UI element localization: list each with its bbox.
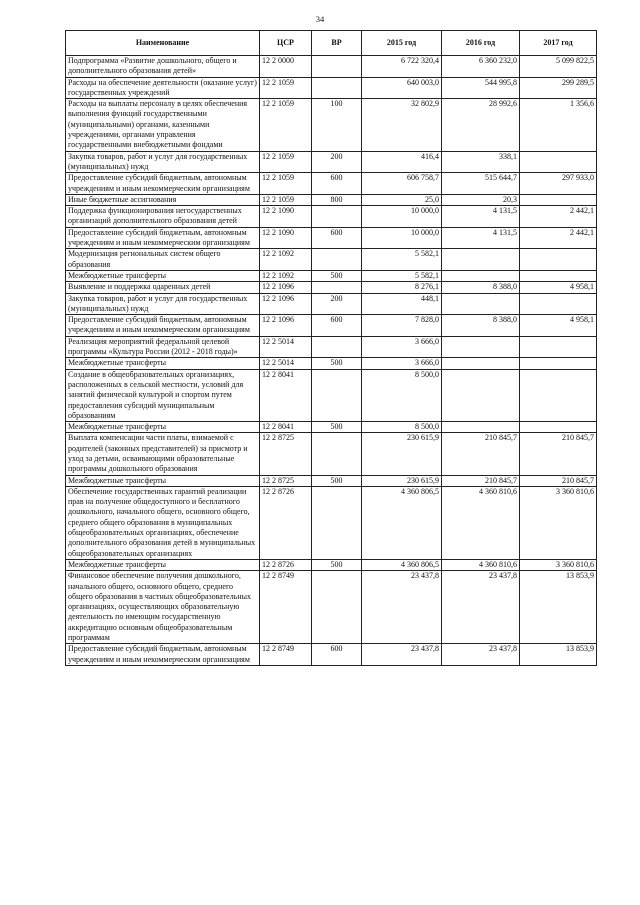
cell-2016: 6 360 232,0: [442, 56, 520, 78]
cell-name: Поддержка функционирования негосударственных организаций дополнительного образования детей: [66, 206, 260, 228]
cell-2017: [520, 249, 597, 271]
cell-name: Выявление и поддержка одаренных детей: [66, 282, 260, 293]
cell-csr: 12 2 1059: [260, 194, 312, 205]
cell-vr: 500: [312, 559, 362, 570]
cell-2015: 606 758,7: [362, 173, 442, 195]
cell-vr: 100: [312, 99, 362, 151]
cell-name: Предоставление субсидий бюджетным, автономным учреждениям и иным некоммерческим организациям: [66, 315, 260, 337]
cell-csr: 12 2 5014: [260, 336, 312, 358]
cell-csr: 12 2 8725: [260, 475, 312, 486]
cell-vr: [312, 369, 362, 421]
table-body: [66, 56, 597, 666]
cell-name: Предоставление субсидий бюджетным, автономным учреждениям и иным некоммерческим организациям: [66, 173, 260, 195]
cell-name: Модернизация региональных систем общего образования: [66, 249, 260, 271]
table-row: [66, 77, 597, 99]
cell-vr: [312, 433, 362, 475]
table-row: [66, 227, 597, 249]
cell-name: Закупка товаров, работ и услуг для государственных (муниципальных) нужд: [66, 151, 260, 173]
budget-table: [65, 30, 597, 666]
cell-2016: 4 131,5: [442, 227, 520, 249]
cell-2016: [442, 336, 520, 358]
cell-vr: [312, 206, 362, 228]
table-row: [66, 282, 597, 293]
cell-vr: [312, 249, 362, 271]
cell-csr: 12 2 1096: [260, 282, 312, 293]
table-row: [66, 422, 597, 433]
cell-csr: 12 2 1090: [260, 227, 312, 249]
cell-name: Расходы на обеспечение деятельности (оказание услуг) государственных учреждений: [66, 77, 260, 99]
cell-csr: 12 2 1096: [260, 315, 312, 337]
cell-2016: 338,1: [442, 151, 520, 173]
cell-2017: [520, 336, 597, 358]
cell-vr: 500: [312, 422, 362, 433]
cell-name: Создание в общеобразовательных организациях, расположенных в сельской местности, условий для занятий физической культурой и спортом путем предоставления субсидий муниципальным образованиям: [66, 369, 260, 421]
cell-csr: 12 2 0000: [260, 56, 312, 78]
cell-2015: 3 666,0: [362, 358, 442, 369]
cell-csr: 12 2 1059: [260, 77, 312, 99]
cell-2016: 544 995,8: [442, 77, 520, 99]
cell-2016: [442, 422, 520, 433]
cell-2015: 640 003,0: [362, 77, 442, 99]
table-row: [66, 173, 597, 195]
cell-2017: [520, 194, 597, 205]
cell-vr: [312, 486, 362, 559]
header-vr: ВР: [312, 31, 362, 56]
cell-2017: 13 853,9: [520, 644, 597, 666]
cell-2015: 230 615,9: [362, 433, 442, 475]
cell-2017: [520, 270, 597, 281]
cell-2016: 23 437,8: [442, 571, 520, 644]
cell-2016: 8 388,0: [442, 282, 520, 293]
cell-vr: 600: [312, 227, 362, 249]
table-row: [66, 206, 597, 228]
header-2015: 2015 год: [362, 31, 442, 56]
cell-vr: 200: [312, 151, 362, 173]
table-row: [66, 151, 597, 173]
cell-2017: 3 360 810,6: [520, 486, 597, 559]
cell-csr: 12 2 8749: [260, 644, 312, 666]
cell-vr: 600: [312, 173, 362, 195]
header-csr: ЦСР: [260, 31, 312, 56]
table-header-row: [66, 31, 597, 56]
cell-2017: 210 845,7: [520, 433, 597, 475]
cell-2017: 13 853,9: [520, 571, 597, 644]
cell-2017: 3 360 810,6: [520, 559, 597, 570]
cell-2016: 20,3: [442, 194, 520, 205]
cell-csr: 12 2 8726: [260, 559, 312, 570]
cell-2017: 2 442,1: [520, 206, 597, 228]
table-row: [66, 358, 597, 369]
cell-csr: 12 2 1090: [260, 206, 312, 228]
cell-2017: 2 442,1: [520, 227, 597, 249]
cell-2016: 28 992,6: [442, 99, 520, 151]
cell-csr: 12 2 1092: [260, 249, 312, 271]
cell-vr: [312, 56, 362, 78]
cell-2015: 3 666,0: [362, 336, 442, 358]
cell-vr: 500: [312, 270, 362, 281]
cell-2015: 6 722 320,4: [362, 56, 442, 78]
cell-2017: 210 845,7: [520, 475, 597, 486]
cell-csr: 12 2 1059: [260, 151, 312, 173]
cell-2015: 7 828,0: [362, 315, 442, 337]
cell-csr: 12 2 1096: [260, 293, 312, 315]
cell-vr: 500: [312, 358, 362, 369]
cell-2015: 5 582,1: [362, 249, 442, 271]
cell-2015: 23 437,8: [362, 571, 442, 644]
table-row: [66, 475, 597, 486]
table-row: [66, 270, 597, 281]
cell-vr: [312, 571, 362, 644]
cell-csr: 12 2 8725: [260, 433, 312, 475]
cell-2016: 23 437,8: [442, 644, 520, 666]
table-row: [66, 559, 597, 570]
cell-2015: 5 582,1: [362, 270, 442, 281]
cell-2015: 23 437,8: [362, 644, 442, 666]
cell-2017: 5 099 822,5: [520, 56, 597, 78]
cell-2016: 4 131,5: [442, 206, 520, 228]
table-row: [66, 249, 597, 271]
cell-2016: [442, 293, 520, 315]
header-2017: 2017 год: [520, 31, 597, 56]
cell-name: Выплата компенсации части платы, взимаемой с родителей (законных представителей) за присмотр и уход за детьми, осваивающими образовательные программы дошкольного образования: [66, 433, 260, 475]
cell-2015: 4 360 806,5: [362, 486, 442, 559]
cell-name: Межбюджетные трансферты: [66, 475, 260, 486]
cell-2016: 4 360 810,6: [442, 559, 520, 570]
cell-2017: 1 356,6: [520, 99, 597, 151]
cell-2016: [442, 358, 520, 369]
table-row: [66, 571, 597, 644]
cell-2017: 4 958,1: [520, 315, 597, 337]
cell-2017: [520, 369, 597, 421]
table-row: [66, 56, 597, 78]
cell-name: Иные бюджетные ассигнования: [66, 194, 260, 205]
table-row: [66, 99, 597, 151]
cell-vr: 600: [312, 644, 362, 666]
cell-csr: 12 2 8726: [260, 486, 312, 559]
cell-2015: 10 000,0: [362, 206, 442, 228]
cell-2015: 230 615,9: [362, 475, 442, 486]
cell-name: Реализация мероприятий федеральной целевой программы «Культура России (2012 - 2018 годы)»: [66, 336, 260, 358]
cell-2016: [442, 249, 520, 271]
cell-csr: 12 2 1059: [260, 173, 312, 195]
cell-2017: [520, 358, 597, 369]
cell-2017: 4 958,1: [520, 282, 597, 293]
table-row: [66, 644, 597, 666]
table-row: [66, 293, 597, 315]
table-row: [66, 336, 597, 358]
cell-2015: 448,1: [362, 293, 442, 315]
cell-csr: 12 2 1092: [260, 270, 312, 281]
cell-csr: 12 2 5014: [260, 358, 312, 369]
cell-vr: [312, 282, 362, 293]
cell-2017: [520, 293, 597, 315]
table-row: [66, 194, 597, 205]
cell-2017: 297 933,0: [520, 173, 597, 195]
cell-vr: 600: [312, 315, 362, 337]
cell-name: Межбюджетные трансферты: [66, 422, 260, 433]
cell-2017: 299 289,5: [520, 77, 597, 99]
cell-name: Предоставление субсидий бюджетным, автономным учреждениям и иным некоммерческим организациям: [66, 644, 260, 666]
cell-vr: 800: [312, 194, 362, 205]
header-name: Наименование: [66, 31, 260, 56]
table-row: [66, 486, 597, 559]
cell-2015: 8 500,0: [362, 422, 442, 433]
cell-2017: [520, 151, 597, 173]
cell-2016: 515 644,7: [442, 173, 520, 195]
cell-2015: 32 802,9: [362, 99, 442, 151]
table-row: [66, 433, 597, 475]
cell-csr: 12 2 8749: [260, 571, 312, 644]
cell-2015: 25,0: [362, 194, 442, 205]
cell-2015: 10 000,0: [362, 227, 442, 249]
cell-2015: 8 500,0: [362, 369, 442, 421]
cell-name: Межбюджетные трансферты: [66, 559, 260, 570]
cell-2016: 210 845,7: [442, 433, 520, 475]
cell-name: Обеспечение государственных гарантий реализации прав на получение общедоступного и бесплатного дошкольного, начального общего, основного общего, среднего общего образования в муниципальных общеобразовательных организациях, обеспечение дополнительного образования детей в муниципальных общеобразовательных организациях: [66, 486, 260, 559]
cell-2016: 4 360 810,6: [442, 486, 520, 559]
page-number: 34: [315, 14, 325, 24]
cell-csr: 12 2 1059: [260, 99, 312, 151]
cell-vr: [312, 336, 362, 358]
cell-vr: [312, 77, 362, 99]
cell-2016: 8 388,0: [442, 315, 520, 337]
cell-name: Межбюджетные трансферты: [66, 358, 260, 369]
cell-2015: 416,4: [362, 151, 442, 173]
cell-2017: [520, 422, 597, 433]
cell-name: Закупка товаров, работ и услуг для государственных (муниципальных) нужд: [66, 293, 260, 315]
table-row: [66, 315, 597, 337]
cell-name: Подпрограмма «Развитие дошкольного, общего и дополнительного образования детей»: [66, 56, 260, 78]
cell-name: Финансовое обеспечение получения дошкольного, начального общего, основного общего, среднего общего образования в частных общеобразовательных организациях, осуществляющих образовательную деятельность по имеющим государственную аккредитацию основным общеобразовательным программам: [66, 571, 260, 644]
cell-2016: [442, 270, 520, 281]
cell-name: Предоставление субсидий бюджетным, автономным учреждениям и иным некоммерческим организациям: [66, 227, 260, 249]
table-row: [66, 369, 597, 421]
cell-vr: 500: [312, 475, 362, 486]
cell-csr: 12 2 8041: [260, 369, 312, 421]
cell-2015: 4 360 806,5: [362, 559, 442, 570]
cell-2015: 8 276,1: [362, 282, 442, 293]
cell-name: Межбюджетные трансферты: [66, 270, 260, 281]
cell-2016: [442, 369, 520, 421]
cell-csr: 12 2 8041: [260, 422, 312, 433]
cell-2016: 210 845,7: [442, 475, 520, 486]
header-2016: 2016 год: [442, 31, 520, 56]
cell-vr: 200: [312, 293, 362, 315]
cell-name: Расходы на выплаты персоналу в целях обеспечения выполнения функций государственными (муниципальными) органами, казенными учреждениями, органами управления государственными внебюджетными фондами: [66, 99, 260, 151]
